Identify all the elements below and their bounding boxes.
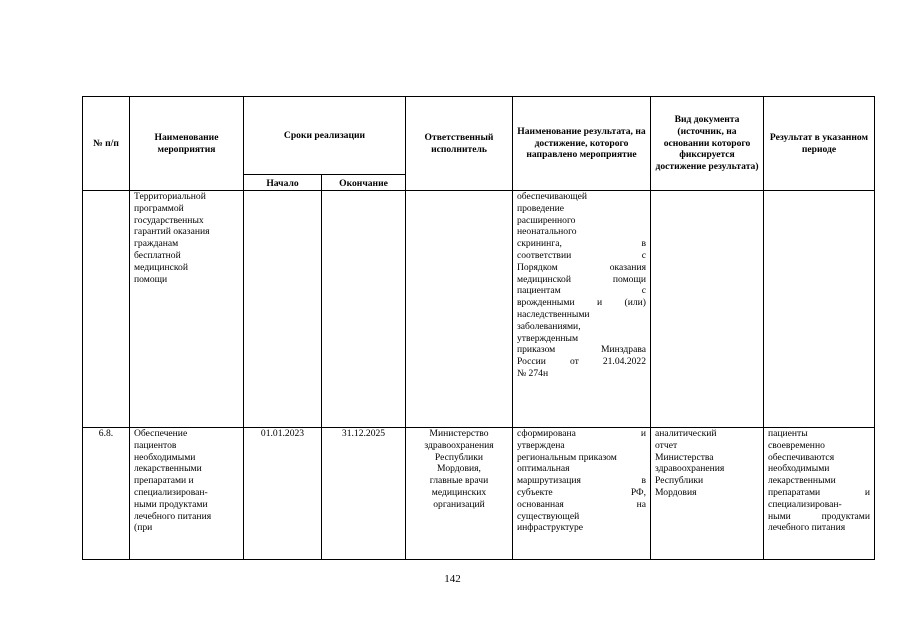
- text-line: специализирован-: [768, 498, 842, 510]
- word: РФ,: [630, 486, 646, 498]
- word: продуктами: [821, 510, 870, 522]
- text-line: аналитический: [655, 428, 717, 439]
- word: маршрутизация: [517, 475, 581, 487]
- text-line: своевременно: [768, 439, 825, 451]
- text-line: Республики: [655, 475, 704, 487]
- word: основанная: [517, 498, 564, 510]
- line-list: [134, 428, 239, 534]
- page-number: 142: [444, 573, 461, 585]
- text-line: наследственными: [517, 308, 590, 320]
- table-row-6-8: [83, 428, 875, 560]
- text-line: [517, 487, 646, 499]
- word: Минздрава: [600, 344, 646, 356]
- text-line: отчет: [655, 439, 678, 451]
- text-line: медицинских: [431, 486, 487, 498]
- text-line: [517, 274, 646, 286]
- text-line: инфраструктуре: [517, 522, 584, 534]
- word: и: [864, 486, 870, 498]
- text-line: Обеспечение: [134, 428, 188, 439]
- header-row: [83, 97, 875, 175]
- header-end: Окончание: [322, 175, 406, 191]
- text-line: [517, 250, 646, 262]
- text-line: [517, 238, 646, 250]
- text-line: [768, 511, 870, 523]
- word: врожденными: [517, 297, 575, 309]
- cell-name: [130, 191, 244, 428]
- text-line: проведение: [517, 202, 564, 214]
- text-line: ными продуктами: [134, 498, 208, 510]
- cell-executor: [406, 191, 513, 428]
- word: оказания: [609, 261, 646, 273]
- text-line: главные врачи: [429, 475, 489, 487]
- justified-lines: [517, 428, 646, 534]
- cell-name: [130, 428, 244, 560]
- text-line: [517, 262, 646, 274]
- cell-end: [322, 191, 406, 428]
- cell-num: 6.8.: [83, 428, 130, 560]
- text-line: оптимальная: [517, 463, 570, 475]
- text-line: препаратами и: [134, 475, 194, 487]
- header-result-period: Результат в указанном периоде: [764, 97, 875, 191]
- word: России: [517, 356, 546, 368]
- line-list: [410, 428, 508, 511]
- text-line: бесплатной: [134, 249, 181, 261]
- word: приказом: [517, 344, 556, 356]
- text-line: лечебного питания: [768, 522, 846, 534]
- word: медицинской: [517, 273, 571, 285]
- line-list: [655, 428, 759, 499]
- text-line: заболеваниями,: [517, 320, 581, 332]
- text-line: [517, 297, 646, 309]
- header-doc-type: Вид документа (источник, на основании которого фиксируется достижение результата): [651, 97, 764, 191]
- word: с: [641, 249, 646, 261]
- text-line: Республики: [434, 451, 484, 463]
- word: с: [641, 285, 646, 297]
- text-line: лекарственными: [768, 475, 836, 487]
- text-line: существующей: [517, 510, 580, 522]
- text-line: здравоохранения: [424, 439, 494, 451]
- cell-start: 01.01.2023: [244, 428, 322, 560]
- text-line: расширенного: [517, 214, 576, 226]
- justified-lines: [768, 428, 870, 534]
- word: и: [640, 428, 646, 439]
- header-num: № п/п: [83, 97, 130, 191]
- cell-result-name: [513, 191, 651, 428]
- text-line: пациентов: [134, 439, 177, 451]
- cell-result-name: [513, 428, 651, 560]
- word: ными: [768, 510, 791, 522]
- word: и: [596, 297, 603, 309]
- word: в: [641, 475, 646, 487]
- text-line: Министерство: [429, 428, 489, 439]
- word: от: [569, 356, 579, 368]
- text-line: обеспечивающей: [517, 191, 588, 202]
- word: субъекте: [517, 486, 553, 498]
- text-line: лечебного питания: [134, 510, 212, 522]
- text-line: № 274н: [517, 367, 549, 379]
- header-executor: Ответственный исполнитель: [406, 97, 513, 191]
- text-line: [517, 285, 646, 297]
- header-name: Наименование мероприятия: [130, 97, 244, 191]
- text-line: утверждена: [517, 439, 565, 451]
- header-result-name: Наименование результата, на достижение, которого направлено мероприятие: [513, 97, 651, 191]
- text-line: [517, 344, 646, 356]
- cell-num: [83, 191, 130, 428]
- text-line: [517, 356, 646, 368]
- cell-doc-type: [651, 191, 764, 428]
- word: препаратами: [768, 486, 821, 498]
- text-line: [517, 428, 646, 440]
- text-line: специализирован-: [134, 486, 208, 498]
- text-line: Мордовия: [655, 486, 697, 498]
- text-line: Министерства: [655, 451, 714, 463]
- cell-result-period: [764, 428, 875, 560]
- text-line: (при: [134, 522, 153, 534]
- text-line: Территориальной: [134, 191, 206, 202]
- word: в: [641, 238, 646, 250]
- text-line: утвержденным: [517, 332, 579, 344]
- cell-executor: [406, 428, 513, 560]
- cell-end: 31.12.2025: [322, 428, 406, 560]
- header-terms: Сроки реализации: [244, 97, 406, 175]
- word: соответствии: [517, 249, 572, 261]
- word: пациентам: [517, 285, 561, 297]
- text-line: обеспечиваются: [768, 451, 835, 463]
- text-line: организаций: [433, 498, 485, 510]
- text-line: [517, 475, 646, 487]
- justified-lines: [517, 191, 646, 380]
- word: сформирована: [517, 428, 576, 439]
- cell-result-period: [764, 191, 875, 428]
- text-line: необходимыми: [134, 451, 196, 463]
- text-line: медицинской: [134, 261, 188, 273]
- word: (или): [624, 297, 646, 309]
- text-line: здравоохранения: [655, 463, 725, 475]
- text-line: государственных: [134, 214, 204, 226]
- word: помощи: [612, 273, 646, 285]
- text-line: [768, 487, 870, 499]
- text-line: помощи: [134, 273, 168, 285]
- word: Порядком: [517, 261, 558, 273]
- text-line: программой: [134, 202, 184, 214]
- word: скрининга,: [517, 238, 562, 250]
- cell-start: [244, 191, 322, 428]
- text-line: Мордовия,: [437, 463, 481, 475]
- word: 21.04.2022: [602, 356, 646, 368]
- text-line: пациенты: [768, 428, 808, 439]
- table-row-continued: [83, 191, 875, 428]
- text-line: необходимыми: [768, 463, 830, 475]
- word: на: [636, 498, 646, 510]
- text-line: лекарственными: [134, 463, 202, 475]
- plan-table: [82, 96, 875, 560]
- header-start: Начало: [244, 175, 322, 191]
- text-line: гражданам: [134, 238, 179, 250]
- text-line: гарантий оказания: [134, 226, 210, 238]
- cell-doc-type: [651, 428, 764, 560]
- text-line: [517, 499, 646, 511]
- line-list: [134, 191, 239, 285]
- text-line: региональным приказом: [517, 451, 617, 463]
- text-line: неонатального: [517, 226, 577, 238]
